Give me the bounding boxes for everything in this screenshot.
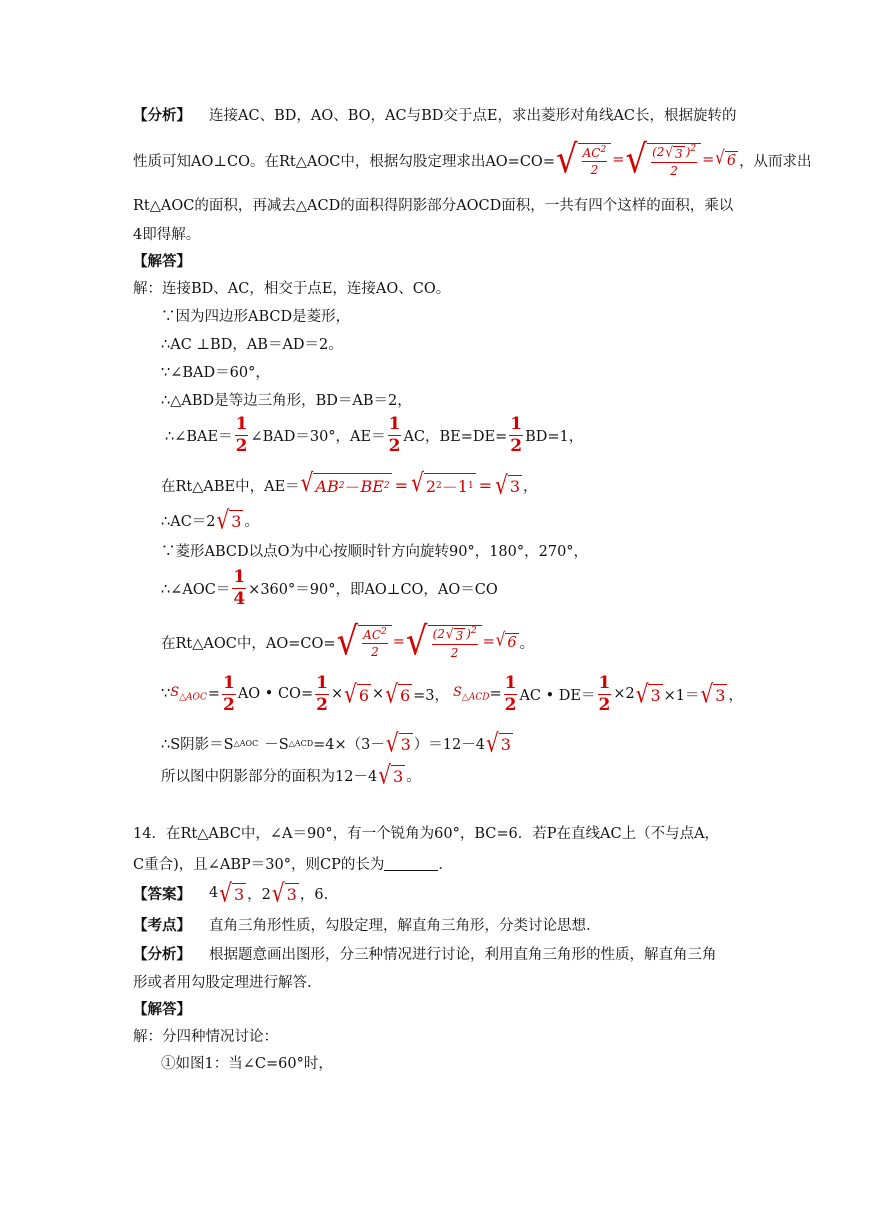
- root3: √ 3: [485, 727, 511, 758]
- analysis-text-2a: 性质可知AO⊥CO。在Rt△AOC中，根据勾股定理求出AO=CO=: [133, 153, 555, 170]
- q14-analysis-1: 【分析】 根据题意画出图形，分三种情况进行讨论，利用直角三角形的性质，解直角三角: [133, 946, 717, 963]
- fraction-half: $\frac{1}{2}$: [598, 672, 611, 715]
- root3: √ 3: [385, 727, 411, 758]
- root3: √ 3: [271, 877, 297, 908]
- q14-line-1: 14．在Rt△ABC中，∠A＝90°，有一个锐角为60°，BC=6．若P在直线AC上（不与点A，: [133, 826, 720, 842]
- sol-line-8: ∵菱形ABCD以点O为中心按顺时针方向旋转90°，180°，270°，: [161, 544, 589, 560]
- root6: √ 6: [344, 678, 370, 709]
- ao-formula-1: √ $\frac{AC^2}{2}$ = √ (2 √ 3 )$^2$ 2 = √ 6: [555, 137, 737, 183]
- fraction-half: $\frac{1}{2}$: [504, 672, 517, 715]
- q14-kaodian: 【考点】 直角三角形性质，勾股定理，解直角三角形，分类讨论思想.: [133, 917, 591, 934]
- root3: √ 3: [219, 877, 245, 908]
- fraction-half: $\frac{1}{2}$: [510, 413, 523, 456]
- analysis-text-2b: ，从而求出: [739, 153, 812, 170]
- analysis-text-1: 连接AC、BD，AO、BO，AC与BD交于点E，求出菱形对角线AC长，根据旋转的: [209, 108, 737, 124]
- root3: √ 3: [216, 504, 242, 535]
- root3: √ 3: [378, 759, 404, 790]
- q14-line-2: C重合)，且∠ABP＝30°，则CP的长为 ．: [133, 857, 453, 873]
- sol-line-5: ∴∠BAE＝ $\frac{1}{2}$ ∠BAD＝30°，AE＝ $\frac{1}{2}$ AC，BE=DE= $\frac{1}{2}$ BD=1，: [165, 413, 584, 456]
- ao-formula-2: √ $\frac{AC^2}{2}$ = √ (2 √ 3 )$^2$ 2 = √ 6: [336, 619, 517, 665]
- s-acd-label: $S_{\triangle ACD}$: [453, 685, 490, 703]
- analysis-line-2: [133, 136, 812, 184]
- fraction-half: $\frac{1}{2}$: [222, 672, 235, 715]
- sol-line-1: ∵因为四边形ABCD是菱形，: [161, 309, 351, 325]
- sol-line-11: ∵ $S_{\triangle AOC}$ = $\frac{1}{2}$ AO • CO= $\frac{1}{2}$ × √ 6 × √ 6 =3， $S_{\triangle ACD}$ = $\frac{1}{2}$ AC • DE＝ $\frac{1}{2}$ ×2 √ 3 ×1＝ √ 3 ，: [161, 672, 743, 715]
- q14-analysis-2: 形或者用勾股定理进行解答.: [133, 975, 312, 991]
- solution-label: 【解答】: [133, 253, 191, 270]
- fraction-half: $\frac{1}{2}$: [388, 413, 401, 456]
- q14-solution-label: 【解答】: [133, 1001, 191, 1018]
- analysis-line-4: 4即得解。: [133, 227, 201, 243]
- q14-answer: 【答案】 4 √ 3 ，2 √ 3 ，6.: [133, 877, 329, 908]
- s-aoc-label: $S_{\triangle AOC}$: [170, 685, 207, 703]
- sol-line-2: ∴AC ⊥BD，AB＝AD＝2。: [161, 337, 343, 353]
- sol-line-13: 所以图中阴影部分的面积为12－4 √ 3 。: [161, 759, 421, 790]
- sol-line-9: ∴∠AOC＝ $\frac{1}{4}$ ×360°＝90°，即AO⊥CO，AO＝CO: [161, 566, 498, 609]
- sol-line-12: ∴S阴影＝S △AOC －S △ACD =4×（3－ √ 3 ）＝12－4 √ 3: [161, 727, 511, 758]
- fraction-half: $\frac{1}{2}$: [235, 413, 248, 456]
- fraction-quarter: $\frac{1}{4}$: [233, 566, 246, 609]
- q14-solution-1: 解：分四种情况讨论：: [133, 1029, 278, 1045]
- analysis-label: 【分析】: [133, 107, 191, 124]
- root3: √ 3: [700, 678, 726, 709]
- sol-line-6: 在Rt△ABE中，AE＝ √ AB 2 － BE 2 = √ 2 2 － 1 1 = √ 3 ，: [161, 466, 538, 500]
- sol-line-10: 在Rt△AOC中，AO=CO= √ $\frac{AC^2}{2}$ = √ (2 √ 3 )$^2$ 2 = √ 6 。: [161, 619, 535, 665]
- analysis-line-1: [133, 104, 737, 125]
- sol-line-7: ∴AC＝2 √ 3 。: [161, 504, 259, 535]
- sol-line-4: ∴△ABD是等边三角形，BD＝AB＝2，: [161, 393, 412, 409]
- sol-line-3: ∵∠BAD＝60°，: [161, 365, 270, 381]
- root3: √ 3: [635, 678, 661, 709]
- fraction-half: $\frac{1}{2}$: [316, 672, 328, 715]
- answer-blank: [384, 856, 438, 871]
- q14-solution-2: ①如图1：当∠C=60°时，: [161, 1056, 333, 1072]
- sol-line-0: 解：连接BD、AC，相交于点E，连接AO、CO。: [133, 281, 451, 297]
- ae-formula: √ AB 2 － BE 2 = √ 2 2 － 1 1 = √ 3: [300, 466, 521, 500]
- root6: √ 6: [385, 678, 411, 709]
- analysis-line-3: Rt△AOC的面积，再减去△ACD的面积得阴影部分AOCD面积，一共有四个这样的面积，乘以: [133, 198, 734, 214]
